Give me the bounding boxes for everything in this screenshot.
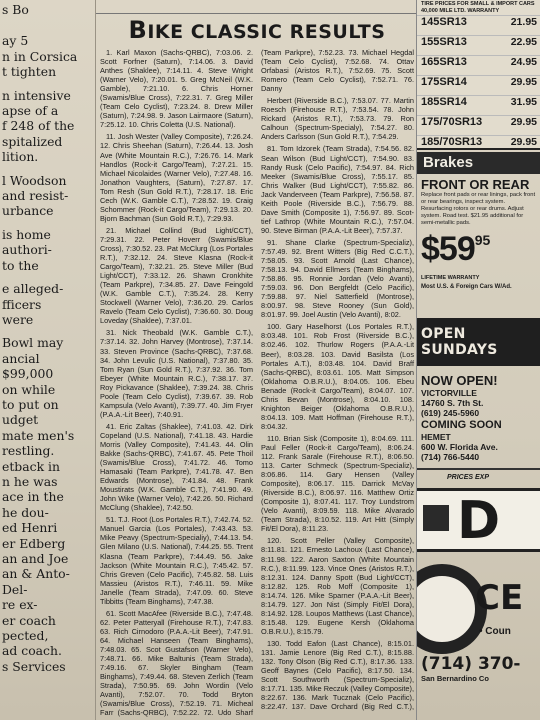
adjacent-text-line: n in Corsica — [2, 48, 78, 64]
results-body — [100, 48, 414, 720]
adjacent-text-line: ay 5 — [2, 33, 29, 49]
brakes-price — [421, 231, 537, 267]
tire-price-ad — [417, 0, 540, 150]
store-logo-d — [417, 488, 540, 552]
results-paragraph: 91. Shane Clarke (Spectrum-Specializ), 7:57.49. 92. Brent Witters (Big Red C.C.T.), 7:58.05. 93. Scott Arnold (Last Chance), 7:58.13. 94. David Ellmers (Team Binghams), 7:58.86. 95. Ronnie Jordan (Velo Avanti), 7:59.03. 96. Don Bergfeldt (Celo Pacific), 7:59.88. 97. Niel Satterfield (Montrose), 8:00.97. 98. Steve Rooney (Sun Gold), 8:01.97. 99. Joel Austin (Velo Avanti), 8:02. — [261, 237, 414, 320]
tire-size: 175SR14 — [421, 76, 467, 88]
tire-size: 185/70SR13 — [421, 136, 483, 148]
headline-initial: B — [128, 16, 148, 44]
now-open-address: 14760 S. 7th St. — [421, 398, 484, 408]
tire-price-row — [417, 15, 540, 35]
tire-size: 185SR14 — [421, 96, 467, 108]
results-paragraph: 130. Todd Eafon (Last Chance), 8:15.01. 131. Jamie Lenore (Big Red C.T.), 8:15.88. 132. Tony Olson (Big Red C.T.), 8:17.36. 133. Geoff Baynes (Celo Pacific), 8:17.50. 134. Scott Southworth (Spectrum-Specializ), 8:17.71. 135. Mike Reczuk (Valley Composite), 8:22.67. 136. Mark Tucznak (Celo Pacific), 8:22.47. 137. Dave Orchard (Big Red C.T.), — [261, 638, 414, 712]
adjacent-text-line: ed Henri — [2, 520, 58, 536]
logo-square-icon — [423, 505, 449, 531]
tire-price: 31.95 — [510, 96, 537, 108]
tire-price: 21.95 — [510, 16, 537, 28]
phone-number: (714) 370- — [421, 654, 521, 674]
adjacent-text-line: authori- — [2, 242, 52, 258]
headline — [102, 14, 412, 46]
adjacent-text-line: pected, — [2, 628, 49, 644]
adjacent-text-line: udget — [2, 412, 39, 428]
adjacent-text-line: ace in the — [2, 489, 64, 505]
adjacent-text-line: urbance — [2, 203, 54, 219]
phone-ad — [417, 652, 540, 720]
brakes-footnote: Most U.S. & Foreign Cars W/Ad. — [421, 283, 512, 290]
price-dollars: $59 — [421, 230, 475, 268]
adjacent-text-line: t tighten — [2, 64, 57, 80]
adjacent-text-line — [2, 17, 95, 25]
adjacent-text-line — [2, 25, 95, 33]
results-paragraph: 21. Michael Collind (Bud Light/CCT), 7:29.31. 22. Peter Hoverr (Swamis/Blue Cross), 7:30.52. 23. Pat McClurg (Los Portales R.T.), 7:32.12. 24. Steve Klasna (Rock-it Cargo/Team), 7:32.21. 25. Steve Miller (Bud Light/CCT), 7:33.12. 26. Shawn Cronkhite (Team Parkpre), 7:34.85. 27. Dave Feingold (W.K. Gamble C.T.), 7:35.24. 28. Kerry Stockwell (Warner Velo), 7:36.20. 29. Carlos Ravelo (Team Celo Cyclist), 7:36.60. 30. Doug Loveday (Shaklee), 7:37.01. — [100, 225, 253, 326]
tire-price-row — [417, 35, 540, 55]
coming-soon-city: HEMET — [421, 432, 451, 442]
adjacent-text-line: er coach — [2, 612, 56, 628]
tire-price-row — [417, 75, 540, 95]
results-paragraph: 110. Brian Sisk (Composite 1), 8:04.69. 111. Paul Feller (Rock-it Cargo/Team), 8:06.24. 112. Frank Sarale (Firehouse R.T.), 8:06.50. 113. Carter Schmeck (Spectrum-Specializ), 8:06.86. 114. Gary Hensen (Valley Composite), 8:06.17. 115. Darrick McVay (Riverside B.C.), 8:06.97. 116. Matthew Ortiz (Composite 1), 8:07.41. 117. Troy Lundstrom (Velo Avanti), 8:09.59. 118. Mike Alvarado (Team Strada), 8:10.52. 119. Art Hitt (Simply Fit/El Dora), 8:11.23. — [261, 433, 414, 534]
adjacent-text-line: apse of a — [2, 103, 59, 119]
adjacent-text-line: is home — [2, 226, 51, 242]
coming-soon-phone: (714) 766-5440 — [421, 452, 480, 462]
adjacent-text-line: s Services — [2, 658, 66, 674]
tire-size: 155SR13 — [421, 36, 467, 48]
adjacent-text-line: spitalized — [2, 133, 63, 149]
open-sundays-banner: OPEN SUNDAYS — [417, 318, 540, 366]
ads-column — [416, 0, 540, 720]
tire-price-row — [417, 95, 540, 115]
tire-price-list — [417, 15, 540, 155]
tire-size: 175/70SR13 — [421, 116, 483, 128]
adjacent-text-line: were — [2, 311, 34, 327]
brakes-description: Replace front pads or rear linings, pack front or rear bearings, inspect system. Resurfacing rotors or rear drums. Adjust system. Road test. $21.95 additional for semi-metallic pads. — [421, 192, 536, 226]
logo-county-text: • Coun — [479, 626, 511, 637]
adjacent-text-line: er Edberg — [2, 535, 66, 551]
adjacent-text-line: ad coach. — [2, 643, 62, 659]
results-paragraph: 31. Nick Theobald (W.K. Gamble C.T.), 7:37.14. 32. John Harvey (Montrose), 7:37.14. 33. Steven Province (Sachs-QRBC), 7:37.68. 34. John Levulic (U.S. National), 7:37.80. 35. Tom Ryan (Sun Gold R.T.), 7:37.92. 36. Tom Ebeyer (White Mountain R.C.), 7:38.17. 37. Roy Pickavance (Shaklee), 7:39.24. 38. Chris Poole (Team Celo Cyclist), 7:39.67. 39. Rob Kampsula (Velo Avanti), 7:39.77. 40. Jim Fryer (P.A.A.-Lit Beer), 7:40.91. — [100, 328, 253, 419]
adjacent-text-line: mate men's — [2, 427, 75, 443]
tire-price: 29.95 — [510, 116, 537, 128]
prices-expire-note: PRICES EXP — [447, 474, 490, 481]
results-paragraph: 51. T.J. Root (Los Portales R.T.), 7:42.74. 52. Manuel Garcia (Los Portales), 7:43.43. 53. Mike Peavy (Spectrum-Specialiy), 7:44.13. 54. Glen Milano (U.S. National), 7:44.25. 55. Trent Klasna (Team Parkpre), 7:44.49. 56. Jake Jackson (White Mountain R.C.), 7:45.42. 57. Chris Greven (Celo Pacific), 7:45.82. 58. Luis Massieu (Aristos R.T.), 7:46.11. 59. Mike Janelle (Team Strada), 7:47.09. 60. Steve Tibbitts (Team Binghams), 7:47.38. — [100, 515, 253, 606]
adjacent-text-line: lition. — [2, 149, 39, 165]
results-paragraph: 11. Josh Wester (Valley Composite), 7:26.24. 12. Chris Sheehan (Saturn), 7:26.44. 13. Josh Ave (White Mountain R.C.), 7:26.76. 14. Mark Handlos (Rock-it Cargo/Team), 7:27.21. 15. Michael Nicolaides (Warner Velo), 7:27.48. 16. Jonathon Vaughters, (Saturn), 7:27.87. 17. Tom Resh (Sun Gold R.T.), 7:28.17. 18. Eric Cech (W.K. Gamble C.T.), 7:28.52. 19. Craig Schommer (Rock-it Cargo/Team), 7:29.13. 20. Bjorn Bachman (Sun Gold R.T.), 7:29.93. — [100, 132, 253, 223]
tire-price: 29.95 — [510, 136, 537, 148]
results-paragraph: 1. Karl Maxon (Sachs-QRBC), 7:03.06. 2. Scott Forfner (Saturn), 7:14.06. 3. David Anthes (Shaklee), 7:14.11. 4. Steve Wright (Warner Velo), 7:20.01. 5. Greg McNeil (W.K. Gamble), 7:21.10. 6. Chris Horner (Swamis/Blue Cross), 7:22.31. 7. Greg Miller (Team Celo Cyclist), 7:23.24. 8. Drew Miller (Saturn), 7:24.98. 9. Jason Lairmaore (Saturn), 7:25.12. 10. Chris Coletta (U.S. National). — [100, 48, 253, 130]
logo-ce-text: CE — [475, 578, 524, 618]
adjacent-text-line: restling. — [2, 443, 55, 459]
adjacent-text-line — [2, 273, 95, 281]
results-paragraph: 81. Tom Idzorek (Team Strada), 7:54.56. 82. Sean Wilson (Bud Light/CCT), 7:54.90. 83. Randy Rusk (Celo Pacific), 7:54.97. 84. Rich Meeker (Swamis/Blue Cross), 7:55.17. 85. Chris Walker (Bud Light/CCT), 7:55.82. 86. Jack Vanderveen (Team Parkpre), 7:56.58. 87. Keith Poole (Riverside B.C.), 7:56.79. 88. Dave Smith (Composite 1), 7:56.97. 89. Scot-tief Lathrop (White Mountain R.C.), 7:57.04. 90. Steve Birman (P.A.A.-Lit Beer), 7:57.37. — [261, 144, 414, 235]
headline-rest: IKE CLASSIC RESULTS — [147, 21, 386, 43]
now-open-ad — [417, 370, 540, 470]
adjacent-text-line — [2, 219, 95, 227]
adjacent-text-line: ancial — [2, 350, 40, 366]
adjacent-text-line: n intensive — [2, 87, 71, 103]
brakes-heading: Brakes — [417, 152, 540, 174]
results-paragraph: 61. Scott MacAfee (Riverside B.C.), 7:47.48. 62. Peter Patteryall (Firehouse R.T.), 7:47.83. 63. Rich Cirnodoro (P.A.A.-Lit Beer), 7:47.91. 64. Michael Hanseen (Team Binghams), 7:48.03. 65. Scot Gustafson (Warner Velo), 7:48.71. 66. Mike Baltunis (Team Strada), 7:49.16. 67. Skyler Bingham (Team Binghams), 7:49.44. 68. Steven Zerlich (Team Strada), 7:50.95. 69. John Wordin (Velo Avanti), 7:52.07. 70. Todd Bryton (Swamis/Blue Cross), 7:52.19. 71. Micheal Farr (Sachs-QRBC), 7:52.22. 72. Udo Sharf (Team Parkpre), 7:52.23. 73. Michael Hegdal (Team Celo Cyclist), 7:52.68. 74. Ottav Orfabasi (Aristos R.T.), 7:52.69. 75. Scott Romero (Team Celo Cyclist), 7:52.71. 76. Danny — [100, 48, 414, 718]
now-open-title: NOW OPEN! — [421, 373, 498, 388]
adjacent-text-line — [2, 327, 95, 335]
coming-soon-title: COMING SOON — [421, 419, 502, 431]
tire-price-row — [417, 115, 540, 135]
tire-price: 22.95 — [510, 36, 537, 48]
adjacent-text-line — [2, 165, 95, 173]
tire-price: 24.95 — [510, 56, 537, 68]
adjacent-text-line: f 248 of the — [2, 118, 75, 134]
phone-address: San Bernardino Co — [421, 674, 489, 683]
adjacent-text-line: fficers — [2, 296, 42, 312]
adjacent-text-line: s Bo — [2, 2, 29, 17]
adjacent-text-line: and resist- — [2, 188, 69, 204]
results-paragraph: 41. Eric Zaltas (Shaklee), 7:41.03. 42. Dirk Copeland (U.S. National), 7:41.18. 43. Hardie Morris (Valley Composite), 7:41.43. 44. Olin Bakke (Sachs-QRBC), 7:41.67. 45. Pete Thoil (Swamis/Blue Cross), 7:41.72. 46. Tomo Hamasaki (Team Parkpre), 7:41.78. 47. Ben Edwards (Montrose), 7:41.84. 48. Frank Moustirats (W.K. Gamble C.T.), 7:41.90. 49. John Wike (Warner Velo), 7:42.26. 50. Richard McClung (Shaklee), 7:42.50. — [100, 421, 253, 513]
coming-soon-address: 600 W. Florida Ave. — [421, 442, 498, 452]
now-open-city: VICTORVILLE — [421, 388, 477, 398]
tire-ad-header: TIRE PRICES FOR SMALL & IMPORT CARS 40,000 MILE LTD. WARRANTY — [421, 1, 535, 14]
adjacent-text-line: to the — [2, 257, 39, 273]
adjacent-text-line: $99,000 — [2, 366, 54, 382]
adjacent-text-line: he dou- — [2, 504, 49, 520]
results-paragraph: 100. Gary Haselhorst (Los Portales R.T.), 8:03.48. 101. Rob Frost (Riverside B.C.), 8:02.46. 102. Thurlow Rogers (P.A.A.-Lit Beer), 8:03.28. 103. David Basilsta (Los Portales A.T.), 8:03.48. 104. David Braff (Sachs-QRBC), 8:03.61. 105. Matt Simpson (Oklahoma O.B.R.U.), 8:04.05. 106. Ebeu Benade (Rock-it Cargo/Team), 8:04.07. 107. Chris Bevan (Montrose), 8:04.10. 108. Knighton Beiger (Oklahoma O.B.R.U.), 8:04.13. 109. Matt Hoffman (Firehouse R.T.), 8:04.32. — [261, 322, 414, 431]
adjacent-text-line: Del- — [2, 581, 28, 597]
adjacent-text-line: e alleged- — [2, 281, 64, 297]
adjacent-text-line: to put on — [2, 396, 59, 412]
tire-price: 29.95 — [510, 76, 537, 88]
results-paragraph: 120. Scott Peller (Valley Composite), 8:11.81. 121. Ernesto Lachoux (Last Chance), 8:11.98. 122. Aaron Saxton (White Mountain R.C.), 8:11.99. 123. Vince Ones (Aristos R.T.), 8:12.31. 124. Danny Spott (Bud Light/CCT), 8:12.82. 125. Rob Moff (Composite 1), 8:14.74. 126. Mike Sparner (P.A.A.-Lit Beer), 8:14.79. 127. Jon Nist (Simply Fit/El Dora), 8:14.92. 128. Loupos Matthews (Last Chance), 8:15.48. 129. Eugene Kersh (Oklahoma O.B.R.U.), 8:15.79. — [261, 536, 414, 636]
adjacent-text-line: re ex- — [2, 597, 38, 613]
store-logo-ce — [417, 560, 540, 650]
tire-size: 145SR13 — [421, 16, 467, 28]
adjacent-text-line: Bowl may — [2, 335, 64, 351]
brakes-ad — [417, 176, 540, 326]
tire-size: 165SR13 — [421, 56, 467, 68]
adjacent-article-column — [0, 0, 96, 720]
now-open-phone: (619) 245-5960 — [421, 408, 480, 418]
adjacent-text-line: an & Anto- — [2, 566, 70, 582]
tire-price-row — [417, 55, 540, 75]
adjacent-text-line — [2, 80, 95, 88]
adjacent-text-line: l Woodson — [2, 172, 67, 188]
adjacent-text-line: n he was — [2, 473, 58, 489]
adjacent-text-line: an and Joe — [2, 551, 69, 566]
logo-letter: D — [457, 491, 501, 551]
bike-results-column — [96, 0, 416, 720]
results-paragraph: Herbert (Riverside B.C.), 7:53.07. 77. Martin Roesch (Firehouse R.T.), 7:53.54. 78. John Rickard (Aristos R.T.), 7:53.73. 79. Ron Calhoun (Spectrum-Specialy), 7:54.27. 80. Anders Carlsson (Sun Gold R.T.), 7:54.29. — [261, 96, 414, 142]
brakes-subheading: FRONT OR REAR — [421, 177, 530, 192]
price-cents: 95 — [474, 232, 491, 248]
adjacent-text-line: on while — [2, 381, 56, 397]
column-top-rule — [96, 0, 416, 14]
adjacent-text-line: etback in — [2, 458, 60, 474]
price-note: LIFETIME WARRANTY — [421, 275, 480, 281]
